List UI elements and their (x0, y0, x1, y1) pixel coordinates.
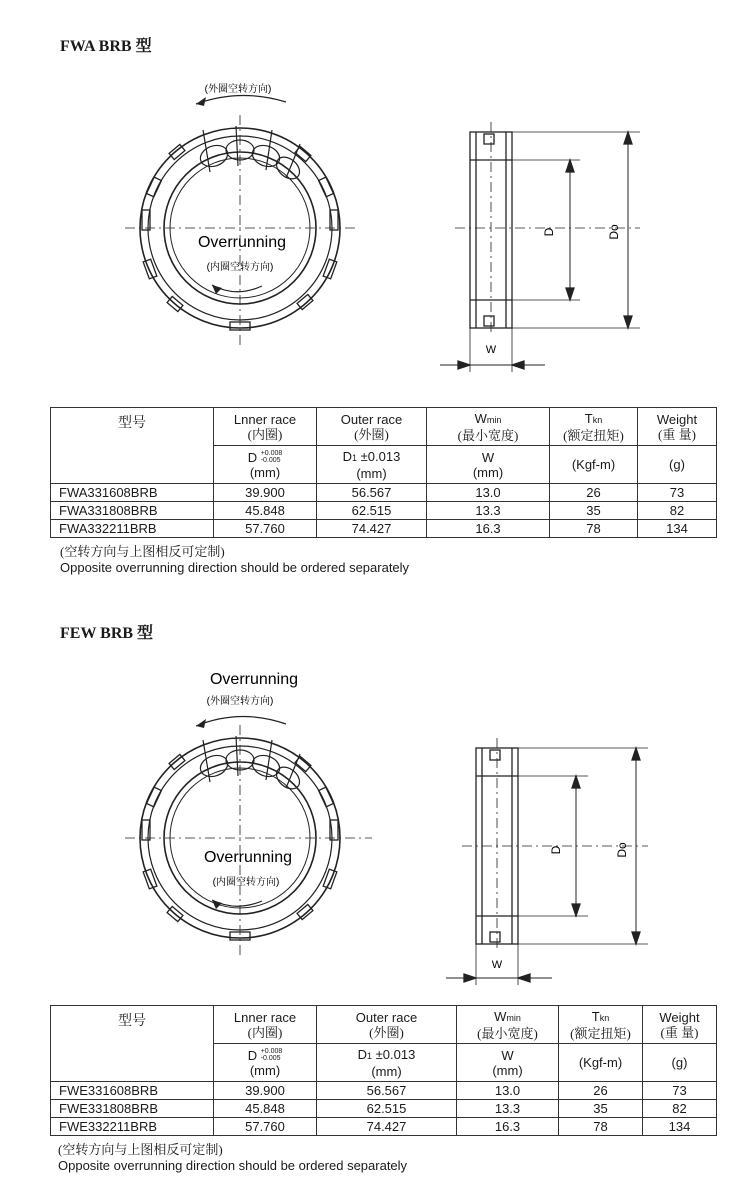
dim-d-label: D (542, 227, 556, 237)
overrunning-label: Overrunning (197, 234, 287, 251)
header-model: 型号 (51, 1006, 214, 1082)
header-tkn: Tkn (额定扭矩) (550, 408, 638, 446)
header-wmin: Wmin (最小宽度) (427, 408, 550, 446)
unit-weight: (g) (638, 446, 717, 484)
top-overrunning-label: Overrunning (209, 671, 299, 688)
bearing-side-view (446, 738, 648, 985)
section-title-fwa: FWA BRB 型 (60, 38, 152, 55)
unit-wmin: W (mm) (457, 1044, 559, 1082)
bearing-side-view (440, 122, 640, 372)
dim-do-label: Do (607, 224, 621, 240)
unit-tkn: (Kgf-m) (559, 1044, 643, 1082)
bearing-front-view (125, 115, 355, 345)
note-zh: (空转方向与上图相反可定制) (60, 544, 225, 559)
inner-direction-label: (内圈空转方向) (212, 877, 280, 888)
bearing-front-view (125, 725, 372, 955)
table-row: FWE331608BRB 39.900 56.567 13.0 26 73 (51, 1082, 717, 1100)
note-zh: (空转方向与上图相反可定制) (58, 1142, 223, 1157)
outer-arrowhead (196, 719, 206, 728)
unit-outer: D1 ±0.013 (mm) (317, 1044, 457, 1082)
header-weight: Weight (重 量) (638, 408, 717, 446)
unit-weight: (g) (643, 1044, 717, 1082)
few-drawing (0, 660, 729, 990)
unit-wmin: W (mm) (427, 446, 550, 484)
outer-arrowhead (196, 97, 206, 106)
outer-direction-label: (外圈空转方向) (206, 696, 274, 707)
unit-inner: D +0.008 -0.005 (mm) (214, 1044, 317, 1082)
section-title-few: FEW BRB 型 (60, 625, 154, 642)
header-inner: Lnner race (内圈) (214, 408, 317, 446)
header-weight: Weight (重 量) (643, 1006, 717, 1044)
dim-w-label: W (485, 344, 497, 356)
outer-direction-arrow (196, 95, 286, 104)
header-model: 型号 (51, 408, 214, 484)
fwa-note (60, 544, 409, 576)
table-row: FWA331808BRB 45.848 62.515 13.3 35 82 (51, 502, 717, 520)
dim-w-label: W (491, 959, 503, 971)
note-en: Opposite overrunning direction should be ordered separately (60, 560, 410, 575)
header-outer: Outer race (外圈) (317, 1006, 457, 1044)
few-note (58, 1142, 407, 1174)
outer-direction-label: (外圈空转方向) (204, 84, 272, 95)
dim-do-label: Do (615, 842, 629, 858)
header-tkn: Tkn (额定扭矩) (559, 1006, 643, 1044)
table-row: FWA331608BRB 39.900 56.567 13.0 26 73 (51, 484, 717, 502)
table-row: FWA332211BRB 57.760 74.427 16.3 78 134 (51, 520, 717, 538)
header-wmin: Wmin (最小宽度) (457, 1006, 559, 1044)
few-spec-table (50, 1005, 717, 1136)
outer-direction-arrow (196, 716, 286, 726)
dim-d-label: D (549, 845, 563, 855)
unit-inner: D +0.008 -0.005 (mm) (214, 446, 317, 484)
table-row: FWE331808BRB 45.848 62.515 13.3 35 82 (51, 1100, 717, 1118)
header-inner: Lnner race (内圈) (214, 1006, 317, 1044)
overrunning-label: Overrunning (203, 849, 293, 866)
inner-arrowhead (212, 900, 222, 909)
header-outer: Outer race (外圈) (317, 408, 427, 446)
unit-tkn: (Kgf-m) (550, 446, 638, 484)
fwa-spec-table (50, 407, 717, 538)
unit-outer: D1 ±0.013 (mm) (317, 446, 427, 484)
table-row: FWE332211BRB 57.760 74.427 16.3 78 134 (51, 1118, 717, 1136)
note-en: Opposite overrunning direction should be ordered separately (58, 1158, 408, 1173)
fwa-drawing (0, 60, 729, 390)
inner-direction-label: (内圈空转方向) (206, 262, 274, 273)
